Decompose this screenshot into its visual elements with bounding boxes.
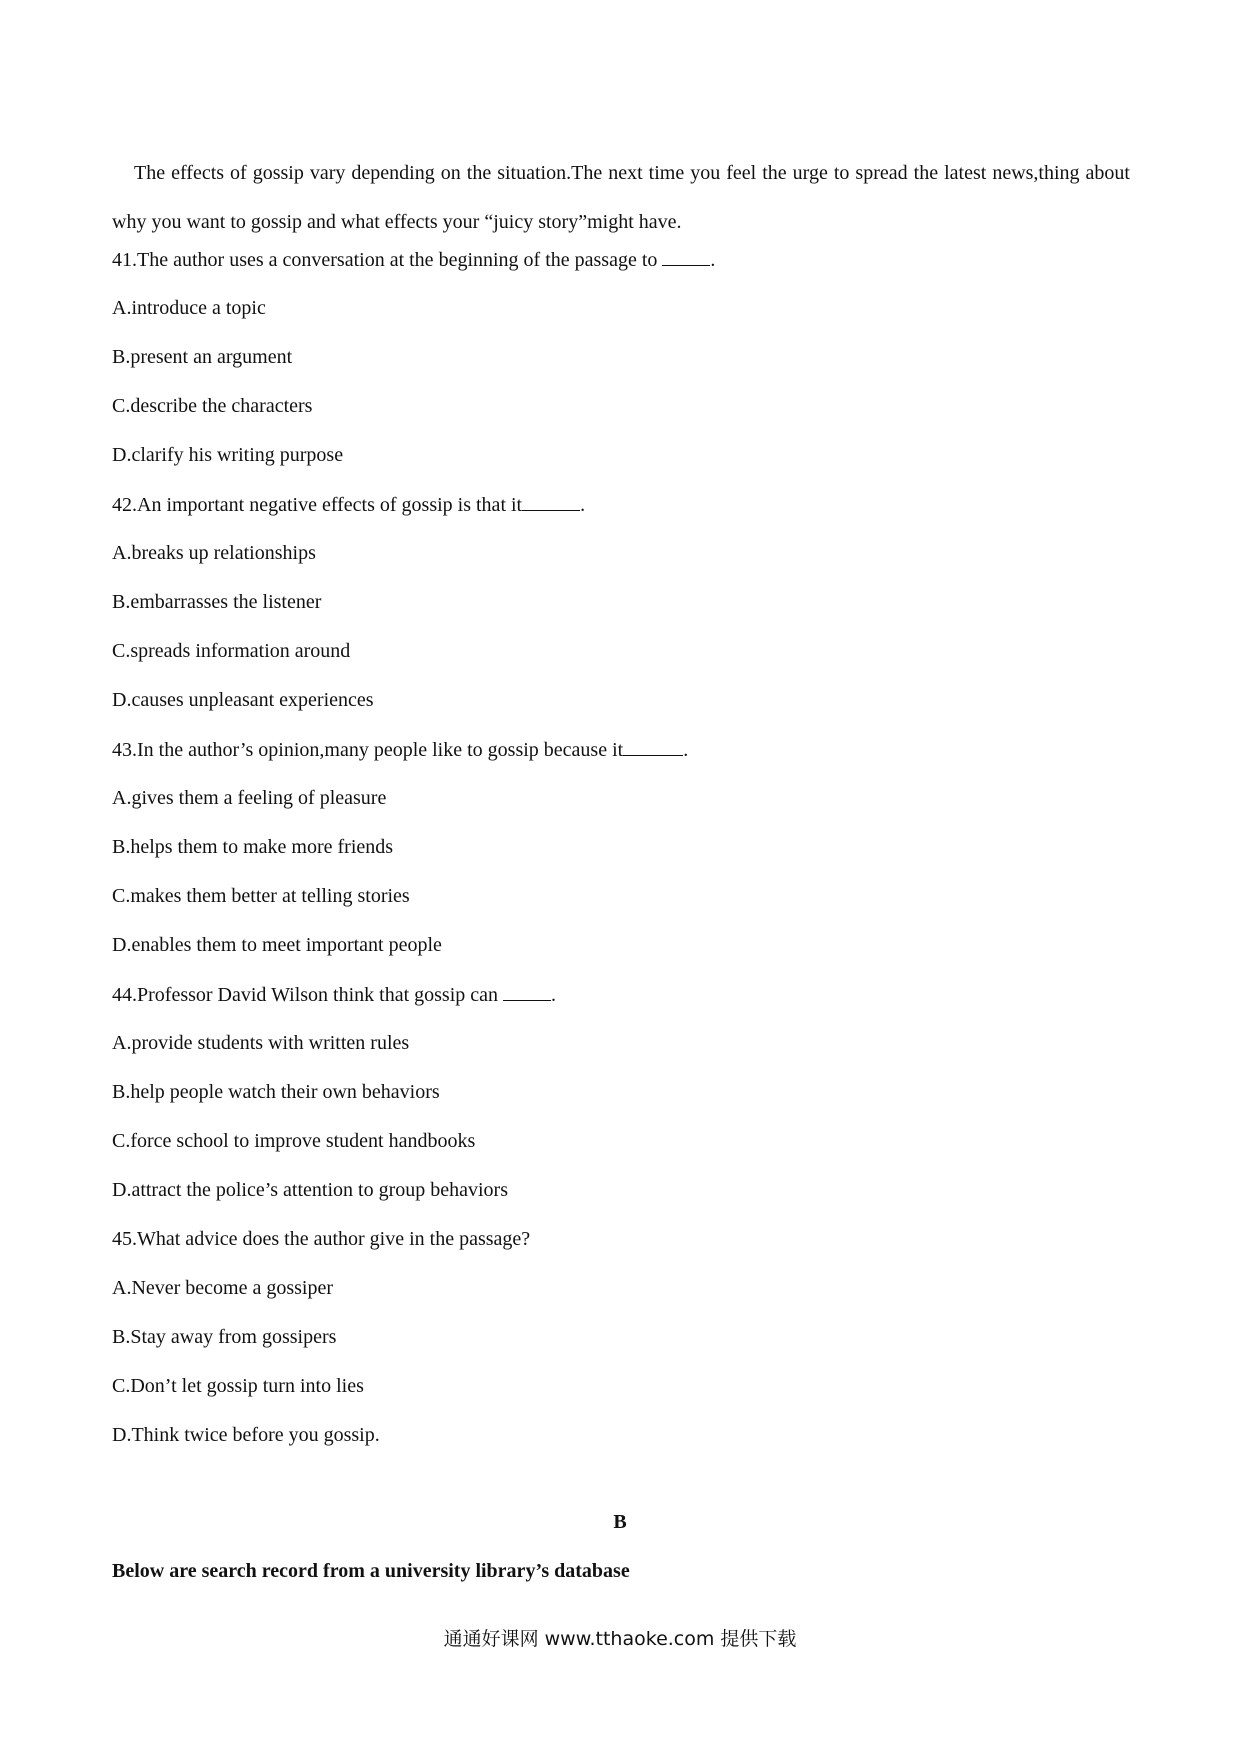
section-b-heading: B [613, 1511, 627, 1533]
question-44-option-b: B.help people watch their own behaviors [112, 1081, 440, 1103]
answer-blank [503, 982, 551, 1001]
question-43-option-d: D.enables them to meet important people [112, 934, 442, 956]
question-41-option-b: B.present an argument [112, 346, 293, 368]
question-44-option-d: D.attract the police’s attention to group behaviors [112, 1179, 508, 1201]
question-43-option-a: A.gives them a feeling of pleasure [112, 787, 387, 809]
question-44-option-c: C.force school to improve student handbooks [112, 1130, 476, 1152]
question-45-option-b: B.Stay away from gossipers [112, 1326, 337, 1348]
question-42-option-d: D.causes unpleasant experiences [112, 689, 374, 711]
answer-blank [662, 247, 710, 266]
question-43-stem: 43.In the author’s opinion,many people like to gossip because it . [112, 739, 689, 761]
passage-closing-paragraph: The effects of gossip vary depending on the situation.The next time you feel the urge to spread the latest news,thing about why you want to gossip and what effects your “juicy story”might have. [112, 162, 1130, 233]
question-42-option-c: C.spreads information around [112, 640, 351, 662]
question-44-stem: 44.Professor David Wilson think that gossip can . [112, 984, 557, 1006]
question-45-option-c: C.Don’t let gossip turn into lies [112, 1375, 364, 1397]
question-41-option-c: C.describe the characters [112, 395, 313, 417]
question-45-option-d: D.Think twice before you gossip. [112, 1424, 380, 1446]
question-41-option-d: D.clarify his writing purpose [112, 444, 344, 466]
question-45-stem: 45.What advice does the author give in the passage? [112, 1228, 531, 1250]
question-42-stem: 42.An important negative effects of gossip is that it . [112, 494, 586, 516]
page-footer: 通通好课网 www.tthaoke.com 提供下载 [443, 1628, 797, 1650]
answer-blank [522, 492, 580, 511]
answer-blank [623, 737, 683, 756]
question-42-option-b: B.embarrasses the listener [112, 591, 322, 613]
question-45-option-a: A.Never become a gossiper [112, 1277, 334, 1299]
question-43-option-c: C.makes them better at telling stories [112, 885, 410, 907]
question-41-option-a: A.introduce a topic [112, 297, 266, 319]
question-42-option-a: A.breaks up relationships [112, 542, 316, 564]
question-list [112, 247, 1130, 1472]
question-44-option-a: A.provide students with written rules [112, 1032, 410, 1054]
section-b-intro: Below are search record from a university library’s database [112, 1560, 630, 1582]
question-43-option-b: B.helps them to make more friends [112, 836, 394, 858]
question-41-stem: 41.The author uses a conversation at the beginning of the passage to . [112, 249, 716, 271]
